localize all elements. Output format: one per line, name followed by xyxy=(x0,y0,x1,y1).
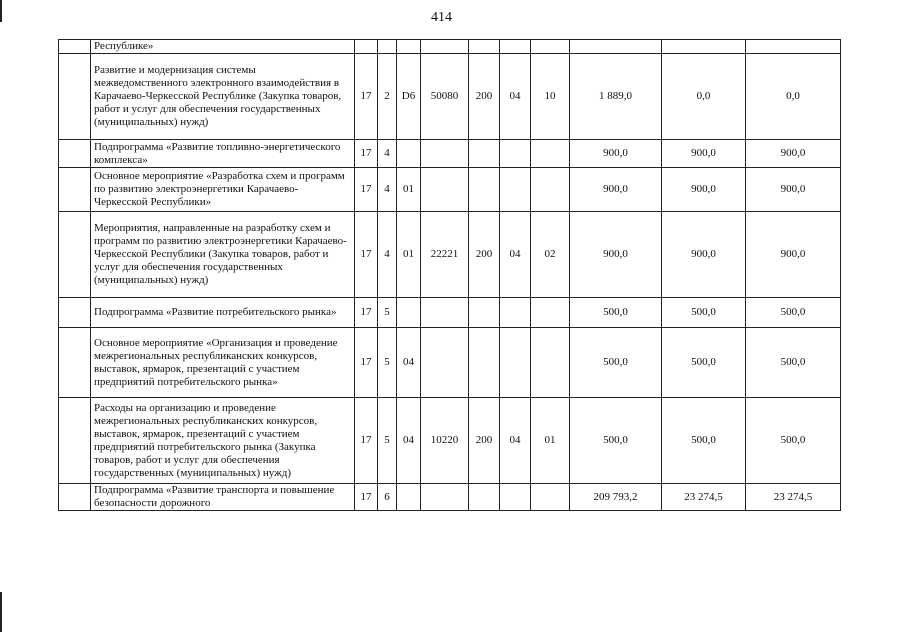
code-cell: 01 xyxy=(531,398,570,484)
description-cell: Республике» xyxy=(91,40,355,54)
code-cell xyxy=(355,40,378,54)
budget-table xyxy=(58,39,841,511)
code-cell: 5 xyxy=(378,298,397,328)
code-cell: 04 xyxy=(500,54,531,140)
code-cell xyxy=(500,484,531,511)
code-cell: 17 xyxy=(355,298,378,328)
code-cell xyxy=(469,298,500,328)
code-cell: 01 xyxy=(397,212,421,298)
code-cell: 17 xyxy=(355,484,378,511)
code-cell xyxy=(531,298,570,328)
code-cell xyxy=(397,484,421,511)
code-cell: D6 xyxy=(397,54,421,140)
code-cell xyxy=(500,328,531,398)
description-cell: Мероприятия, направленные на разработку схем и программ по развитию электроэнергетики Карачаево-Черкесской Республики (Закупка товаров, работ и услуг для обеспечения государственных (муниципальных) нужд) xyxy=(91,212,355,298)
code-cell xyxy=(421,298,469,328)
amount-cell: 900,0 xyxy=(746,168,841,212)
code-cell: 5 xyxy=(378,398,397,484)
code-cell: 04 xyxy=(500,212,531,298)
code-cell xyxy=(531,40,570,54)
code-cell xyxy=(469,328,500,398)
row-number-cell xyxy=(59,398,91,484)
amount-cell: 500,0 xyxy=(570,298,662,328)
code-cell: 200 xyxy=(469,398,500,484)
code-cell: 4 xyxy=(378,140,397,168)
row-number-cell xyxy=(59,212,91,298)
table-row xyxy=(59,398,841,484)
code-cell: 22221 xyxy=(421,212,469,298)
description-cell: Подпрограмма «Развитие транспорта и повышение безопасности дорожного xyxy=(91,484,355,511)
code-cell: 04 xyxy=(500,398,531,484)
table-row xyxy=(59,212,841,298)
amount-cell: 0,0 xyxy=(746,54,841,140)
description-cell: Развитие и модернизация системы межведомственного электронного взаимодействия в Карачаево-Черкесской Республике (Закупка товаров, работ и услуг для обеспечения государственных (муниципальных) нужд) xyxy=(91,54,355,140)
amount-cell: 900,0 xyxy=(746,140,841,168)
code-cell: 17 xyxy=(355,54,378,140)
code-cell xyxy=(421,168,469,212)
row-number-cell xyxy=(59,54,91,140)
amount-cell: 500,0 xyxy=(662,398,746,484)
code-cell: 200 xyxy=(469,54,500,140)
code-cell xyxy=(500,168,531,212)
code-cell: 04 xyxy=(397,328,421,398)
code-cell xyxy=(469,40,500,54)
code-cell xyxy=(397,40,421,54)
code-cell: 17 xyxy=(355,328,378,398)
code-cell: 2 xyxy=(378,54,397,140)
code-cell: 200 xyxy=(469,212,500,298)
amount-cell: 23 274,5 xyxy=(662,484,746,511)
code-cell: 17 xyxy=(355,140,378,168)
amount-cell: 500,0 xyxy=(746,398,841,484)
code-cell: 17 xyxy=(355,212,378,298)
code-cell xyxy=(531,328,570,398)
code-cell xyxy=(469,140,500,168)
description-cell: Основное мероприятие «Разработка схем и программ по развитию электроэнергетики Карачаево-Черкесской Республики» xyxy=(91,168,355,212)
table-row xyxy=(59,168,841,212)
code-cell xyxy=(397,298,421,328)
amount-cell: 23 274,5 xyxy=(746,484,841,511)
code-cell xyxy=(469,484,500,511)
amount-cell: 900,0 xyxy=(662,168,746,212)
amount-cell: 209 793,2 xyxy=(570,484,662,511)
code-cell xyxy=(531,140,570,168)
code-cell xyxy=(531,168,570,212)
amount-cell: 900,0 xyxy=(570,168,662,212)
code-cell xyxy=(500,40,531,54)
row-number-cell xyxy=(59,40,91,54)
code-cell xyxy=(421,40,469,54)
description-cell: Подпрограмма «Развитие топливно-энергетического комплекса» xyxy=(91,140,355,168)
table-row xyxy=(59,484,841,511)
amount-cell: 0,0 xyxy=(662,54,746,140)
amount-cell: 500,0 xyxy=(662,328,746,398)
amount-cell: 500,0 xyxy=(662,298,746,328)
row-number-cell xyxy=(59,484,91,511)
row-number-cell xyxy=(59,298,91,328)
amount-cell xyxy=(570,40,662,54)
code-cell: 17 xyxy=(355,168,378,212)
amount-cell: 500,0 xyxy=(570,328,662,398)
code-cell: 17 xyxy=(355,398,378,484)
description-cell: Расходы на организацию и проведение межрегиональных республиканских конкурсов, выставок, ярмарок, презентаций с участием предприятий потребительского рынка (Закупка товаров, работ и услуг для обеспечения государственных (муниципальных) нужд) xyxy=(91,398,355,484)
description-cell: Подпрограмма «Развитие потребительского рынка» xyxy=(91,298,355,328)
amount-cell: 500,0 xyxy=(570,398,662,484)
page-number: 414 xyxy=(431,10,452,25)
amount-cell xyxy=(746,40,841,54)
table-body xyxy=(59,40,841,511)
code-cell: 01 xyxy=(397,168,421,212)
amount-cell: 900,0 xyxy=(746,212,841,298)
code-cell xyxy=(500,140,531,168)
code-cell: 10220 xyxy=(421,398,469,484)
table-row xyxy=(59,140,841,168)
code-cell: 6 xyxy=(378,484,397,511)
table-row xyxy=(59,40,841,54)
code-cell xyxy=(531,484,570,511)
amount-cell: 500,0 xyxy=(746,298,841,328)
code-cell xyxy=(421,328,469,398)
code-cell xyxy=(469,168,500,212)
scan-edge-line xyxy=(0,592,2,632)
amount-cell: 900,0 xyxy=(662,212,746,298)
row-number-cell xyxy=(59,328,91,398)
code-cell xyxy=(421,484,469,511)
code-cell: 4 xyxy=(378,212,397,298)
row-number-cell xyxy=(59,168,91,212)
code-cell: 02 xyxy=(531,212,570,298)
amount-cell: 900,0 xyxy=(570,140,662,168)
table-row xyxy=(59,298,841,328)
amount-cell: 900,0 xyxy=(570,212,662,298)
row-number-cell xyxy=(59,140,91,168)
code-cell xyxy=(421,140,469,168)
table-row xyxy=(59,328,841,398)
code-cell: 50080 xyxy=(421,54,469,140)
description-cell: Основное мероприятие «Организация и проведение межрегиональных республиканских конкурсов, выставок, ярмарок, презентаций с участием предприятий потребительского рынка» xyxy=(91,328,355,398)
table-row xyxy=(59,54,841,140)
code-cell xyxy=(500,298,531,328)
code-cell: 04 xyxy=(397,398,421,484)
code-cell: 5 xyxy=(378,328,397,398)
amount-cell: 500,0 xyxy=(746,328,841,398)
code-cell: 4 xyxy=(378,168,397,212)
amount-cell: 900,0 xyxy=(662,140,746,168)
code-cell xyxy=(397,140,421,168)
amount-cell: 1 889,0 xyxy=(570,54,662,140)
code-cell xyxy=(378,40,397,54)
amount-cell xyxy=(662,40,746,54)
code-cell: 10 xyxy=(531,54,570,140)
